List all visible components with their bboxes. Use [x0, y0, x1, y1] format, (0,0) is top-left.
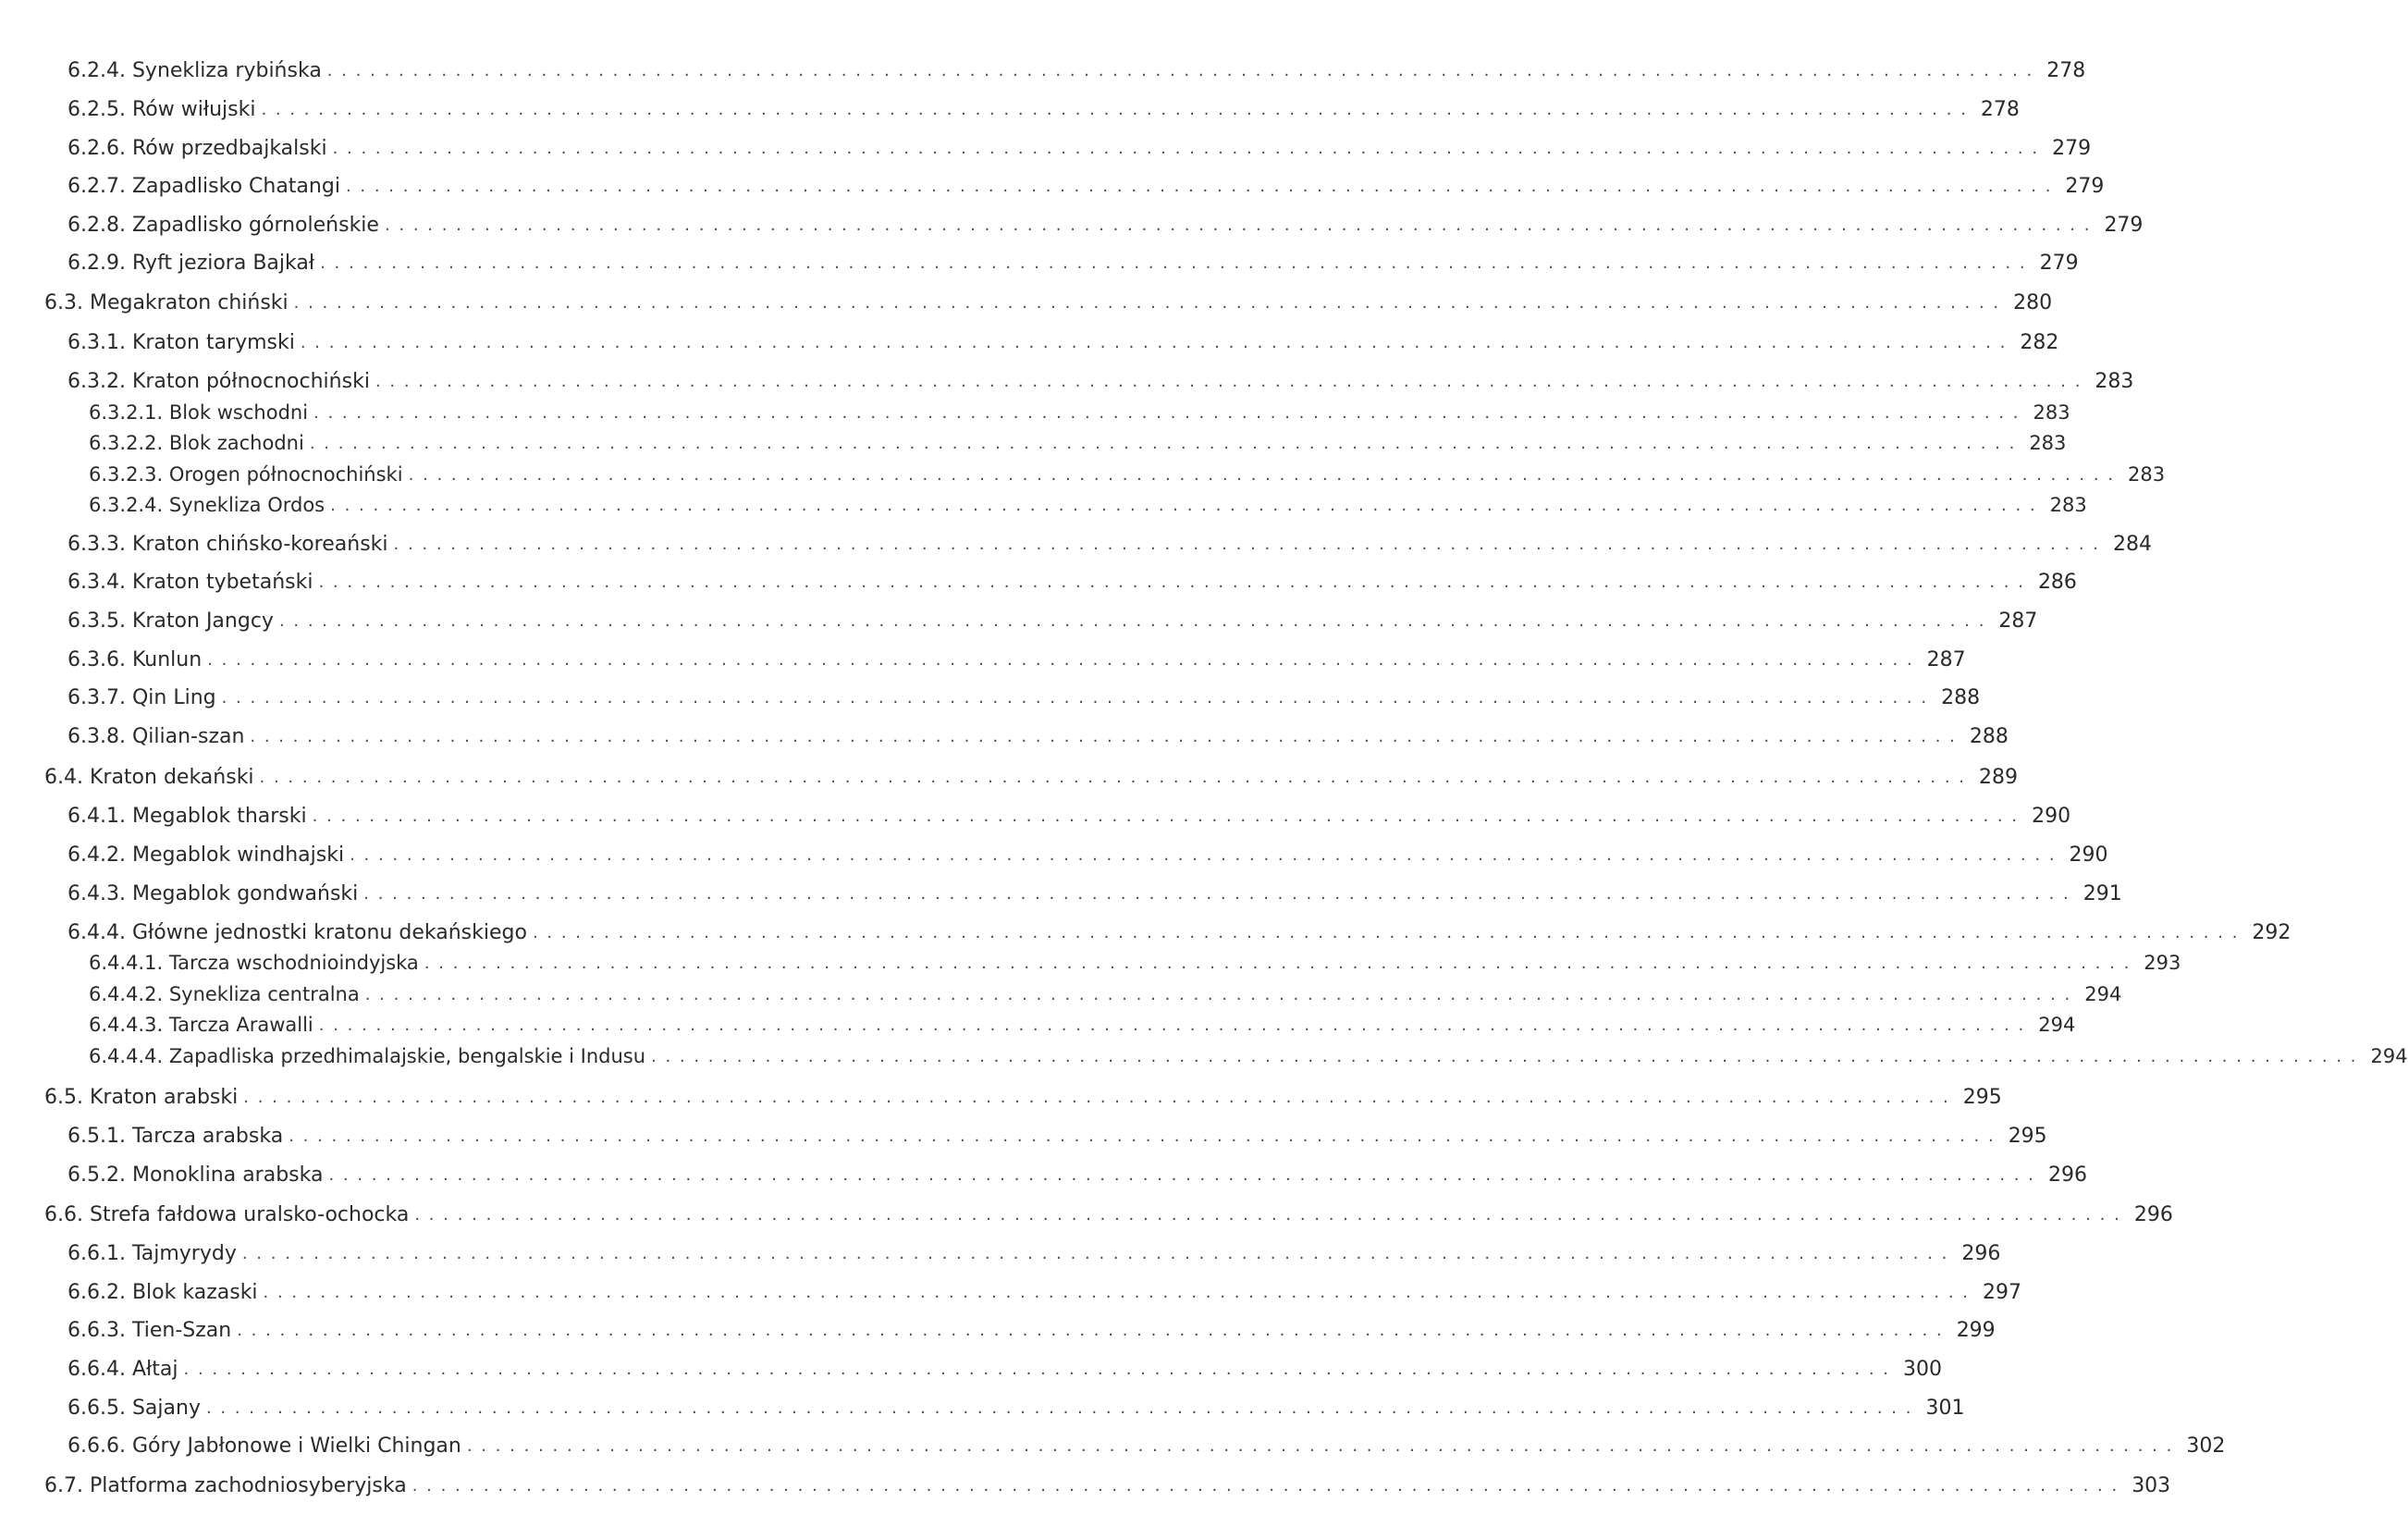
toc-entry — [0, 1081, 2002, 1113]
toc-entry-page-number: 295 — [2008, 1124, 2047, 1148]
dot-leader: . . . . . . . . . . . . . . . . . . . . . . . . . . . . . . . . . . . . . . . . . . . . . . . . . . . . . . . . . . . . . . . . . . . . . . . . . . . . . . . . . . . . . . . . . . . . . . . . . . . . . . . . . . . . . . . . . . . . . . . . — [330, 495, 2037, 515]
dot-leader: . . . . . . . . . . . . . . . . . . . . . . . . . . . . . . . . . . . . . . . . . . . . . . . . . . . . . . . . . . . . . . . . . . . . . . . . . . . . . . . . . . . . . . . . . . . . . . . . . . . . . . . . . . . . . . . . . . . . . . . . — [466, 1435, 2174, 1456]
toc-entry — [0, 682, 1981, 713]
toc-entry-title: 6.7. Platforma zachodniosyberyjska — [44, 1473, 407, 1497]
dot-leader: . . . . . . . . . . . . . . . . . . . . . . . . . . . . . . . . . . . . . . . . . . . . . . . . . . . . . . . . . . . . . . . . . . . . . . . . . . . . . . . . . . . . . . . . . . . . . . . . . . . . . . . . . . . . . . . . . . . . . . . . — [332, 138, 2040, 158]
toc-entry-page-number: 302 — [2186, 1434, 2226, 1458]
toc-entry — [0, 132, 2092, 164]
toc-entry — [0, 209, 2144, 240]
toc-entry-title: 6.3.5. Kraton Jangcy — [68, 609, 274, 633]
toc-entry — [0, 878, 2122, 909]
toc-entry — [0, 170, 2105, 202]
toc-entry-title: 6.3.8. Qilian-szan — [68, 724, 245, 748]
toc-entry-page-number: 282 — [2020, 330, 2059, 354]
toc-entry — [0, 800, 2071, 831]
toc-entry-title: 6.3.1. Kraton tarymski — [68, 330, 295, 354]
toc-entry — [0, 566, 2077, 597]
dot-leader: . . . . . . . . . . . . . . . . . . . . . . . . . . . . . . . . . . . . . . . . . . . . . . . . . . . . . . . . . . . . . . . . . . . . . . . . . . . . . . . . . . . . . . . . . . . . . . . . . . . . . . . . . . . . . . . . . . . . . . . . — [312, 806, 2020, 826]
dot-leader: . . . . . . . . . . . . . . . . . . . . . . . . . . . . . . . . . . . . . . . . . . . . . . . . . . . . . . . . . . . . . . . . . . . . . . . . . . . . . . . . . . . . . . . . . . . . . . . . . . . . . . . . . . . . . . . . . . . . . . . . — [183, 1359, 1890, 1379]
toc-entry-title: 6.6.4. Ałtaj — [68, 1357, 178, 1381]
toc-entry-title: 6.2.5. Rów wiłujski — [68, 97, 256, 121]
toc-entry-title: 6.2.8. Zapadlisko górnoleńskie — [68, 213, 379, 237]
dot-leader: . . . . . . . . . . . . . . . . . . . . . . . . . . . . . . . . . . . . . . . . . . . . . . . . . . . . . . . . . . . . . . . . . . . . . . . . . . . . . . . . . . . . . . . . . . . . . . . . . . . . . . . . . . . . . . . . . . . . . . . . — [207, 649, 1914, 670]
toc-entry-page-number: 283 — [2128, 463, 2166, 486]
toc-entry-title: 6.4.4.3. Tarcza Arawalli — [89, 1014, 313, 1036]
toc-entry-title: 6.4.4.1. Tarcza wschodnioindyjska — [89, 952, 419, 974]
toc-entry — [0, 1009, 2076, 1040]
dot-leader: . . . . . . . . . . . . . . . . . . . . . . . . . . . . . . . . . . . . . . . . . . . . . . . . . . . . . . . . . . . . . . . . . . . . . . . . . . . . . . . . . . . . . . . . . . . . . . . . . . . . . . . . . . . . . . . . . . . . . . . . — [293, 292, 2001, 313]
toc-entry-page-number: 296 — [2047, 1163, 2087, 1187]
toc-entry-title: 6.4.2. Megablok windhajski — [68, 843, 345, 867]
toc-entry-page-number: 293 — [2144, 952, 2181, 974]
toc-entry — [0, 1120, 2047, 1151]
toc-entry — [0, 55, 2086, 86]
toc-entry-title: 6.6.6. Góry Jabłonowe i Wielki Chingan — [68, 1434, 461, 1458]
toc-entry — [0, 397, 2070, 428]
dot-leader: . . . . . . . . . . . . . . . . . . . . . . . . . . . . . . . . . . . . . . . . . . . . . . . . . . . . . . . . . . . . . . . . . . . . . . . . . . . . . . . . . . . . . . . . . . . . . . . . . . . . . . . . . . . . . . . . . . . . . . . . — [250, 726, 1957, 746]
toc-entry-page-number: 294 — [2038, 1014, 2076, 1036]
toc-entry — [0, 917, 2291, 948]
toc-entry — [0, 247, 2079, 278]
dot-leader: . . . . . . . . . . . . . . . . . . . . . . . . . . . . . . . . . . . . . . . . . . . . . . . . . . . . . . . . . . . . . . . . . . . . . . . . . . . . . . . . . . . . . . . . . . . . . . . . . . . . . . . . . . . . . . . . . . . . . . . . — [412, 1475, 2119, 1496]
toc-entry-title: 6.6.2. Blok kazaski — [68, 1280, 258, 1304]
toc-entry — [0, 1392, 1965, 1423]
toc-entry — [0, 1314, 1996, 1346]
dot-leader: . . . . . . . . . . . . . . . . . . . . . . . . . . . . . . . . . . . . . . . . . . . . . . . . . . . . . . . . . . . . . . . . . . . . . . . . . . . . . . . . . . . . . . . . . . . . . . . . . . . . . . . . . . . . . . . . . . . . . . . . — [259, 767, 1967, 787]
toc-entry — [0, 720, 2009, 752]
toc-entry-page-number: 283 — [2049, 494, 2087, 516]
toc-entry-title: 6.4.3. Megablok gondwański — [68, 881, 359, 905]
toc-entry-title: 6.3.2. Kraton północnochiński — [68, 369, 370, 393]
toc-entry-page-number: 296 — [1961, 1241, 2001, 1265]
toc-entry — [0, 1040, 2408, 1072]
toc-entry-page-number: 291 — [2082, 881, 2122, 905]
dot-leader: . . . . . . . . . . . . . . . . . . . . . . . . . . . . . . . . . . . . . . . . . . . . . . . . . . . . . . . . . . . . . . . . . . . . . . . . . . . . . . . . . . . . . . . . . . . . . . . . . . . . . . . . . . . . . . . . . . . . . . . . — [326, 60, 2034, 80]
toc-entry — [0, 979, 2122, 1010]
toc-entry-title: 6.4.4. Główne jednostki kratonu dekańskiego — [68, 920, 527, 944]
toc-entry — [0, 1159, 2087, 1190]
toc-entry-title: 6.4.4.2. Synekliza centralna — [89, 983, 360, 1005]
toc-entry — [0, 427, 2067, 459]
toc-entry-title: 6.6.1. Tajmyrydy — [68, 1241, 237, 1265]
toc-entry-page-number: 303 — [2132, 1473, 2171, 1497]
toc-entry-title: 6.2.4. Synekliza rybińska — [68, 58, 322, 82]
toc-entry-title: 6.3. Megakraton chiński — [44, 290, 289, 314]
toc-entry-page-number: 287 — [1926, 647, 1966, 671]
toc-entry — [0, 1430, 2226, 1461]
toc-entry-title: 6.3.4. Kraton tybetański — [68, 570, 313, 594]
toc-entry-page-number: 288 — [1969, 724, 2009, 748]
toc-entry — [0, 644, 1966, 675]
toc-entry-title: 6.3.7. Qin Ling — [68, 685, 216, 709]
toc-entry-title: 6.2.7. Zapadlisko Chatangi — [68, 174, 340, 198]
toc-entry — [0, 947, 2181, 979]
dot-leader: . . . . . . . . . . . . . . . . . . . . . . . . . . . . . . . . . . . . . . . . . . . . . . . . . . . . . . . . . . . . . . . . . . . . . . . . . . . . . . . . . . . . . . . . . . . . . . . . . . . . . . . . . . . . . . . . . . . . . . . . — [414, 1204, 2121, 1225]
dot-leader: . . . . . . . . . . . . . . . . . . . . . . . . . . . . . . . . . . . . . . . . . . . . . . . . . . . . . . . . . . . . . . . . . . . . . . . . . . . . . . . . . . . . . . . . . . . . . . . . . . . . . . . . . . . . . . . . . . . . . . . . — [364, 984, 2072, 1004]
dot-leader: . . . . . . . . . . . . . . . . . . . . . . . . . . . . . . . . . . . . . . . . . . . . . . . . . . . . . . . . . . . . . . . . . . . . . . . . . . . . . . . . . . . . . . . . . . . . . . . . . . . . . . . . . . . . . . . . . . . . . . . . — [384, 215, 2092, 235]
toc-entry-page-number: 278 — [2046, 58, 2086, 82]
toc-entry — [0, 93, 2020, 125]
toc-entry-page-number: 280 — [2013, 290, 2053, 314]
toc-entry — [0, 326, 2059, 358]
dot-leader: . . . . . . . . . . . . . . . . . . . . . . . . . . . . . . . . . . . . . . . . . . . . . . . . . . . . . . . . . . . . . . . . . . . . . . . . . . . . . . . . . . . . . . . . . . . . . . . . . . . . . . . . . . . . . . . . . . . . . . . . — [237, 1320, 1944, 1340]
dot-leader: . . . . . . . . . . . . . . . . . . . . . . . . . . . . . . . . . . . . . . . . . . . . . . . . . . . . . . . . . . . . . . . . . . . . . . . . . . . . . . . . . . . . . . . . . . . . . . . . . . . . . . . . . . . . . . . . . . . . . . . . — [350, 844, 2057, 865]
toc-entry-title: 6.2.9. Ryft jeziora Bajkał — [68, 251, 315, 275]
toc-entry-page-number: 288 — [1941, 685, 1981, 709]
toc-entry-title: 6.6. Strefa fałdowa uralsko-ochocka — [44, 1202, 410, 1226]
dot-leader: . . . . . . . . . . . . . . . . . . . . . . . . . . . . . . . . . . . . . . . . . . . . . . . . . . . . . . . . . . . . . . . . . . . . . . . . . . . . . . . . . . . . . . . . . . . . . . . . . . . . . . . . . . . . . . . . . . . . . . . . — [300, 332, 2008, 352]
toc-entry-page-number: 292 — [2252, 920, 2291, 944]
dot-leader: . . . . . . . . . . . . . . . . . . . . . . . . . . . . . . . . . . . . . . . . . . . . . . . . . . . . . . . . . . . . . . . . . . . . . . . . . . . . . . . . . . . . . . . . . . . . . . . . . . . . . . . . . . . . . . . . . . . . . . . . — [408, 464, 2116, 485]
dot-leader: . . . . . . . . . . . . . . . . . . . . . . . . . . . . . . . . . . . . . . . . . . . . . . . . . . . . . . . . . . . . . . . . . . . . . . . . . . . . . . . . . . . . . . . . . . . . . . . . . . . . . . . . . . . . . . . . . . . . . . . . — [243, 1087, 1950, 1107]
dot-leader: . . . . . . . . . . . . . . . . . . . . . . . . . . . . . . . . . . . . . . . . . . . . . . . . . . . . . . . . . . . . . . . . . . . . . . . . . . . . . . . . . . . . . . . . . . . . . . . . . . . . . . . . . . . . . . . . . . . . . . . . — [328, 1164, 2035, 1185]
toc-entry-title: 6.3.6. Kunlun — [68, 647, 203, 671]
toc-entry — [0, 1276, 2022, 1308]
toc-entry-title: 6.6.5. Sajany — [68, 1396, 201, 1420]
dot-leader: . . . . . . . . . . . . . . . . . . . . . . . . . . . . . . . . . . . . . . . . . . . . . . . . . . . . . . . . . . . . . . . . . . . . . . . . . . . . . . . . . . . . . . . . . . . . . . . . . . . . . . . . . . . . . . . . . . . . . . . . — [424, 953, 2132, 973]
dot-leader: . . . . . . . . . . . . . . . . . . . . . . . . . . . . . . . . . . . . . . . . . . . . . . . . . . . . . . . . . . . . . . . . . . . . . . . . . . . . . . . . . . . . . . . . . . . . . . . . . . . . . . . . . . . . . . . . . . . . . . . . — [318, 1015, 2026, 1035]
toc-entry-page-number: 286 — [2037, 570, 2077, 594]
dot-leader: . . . . . . . . . . . . . . . . . . . . . . . . . . . . . . . . . . . . . . . . . . . . . . . . . . . . . . . . . . . . . . . . . . . . . . . . . . . . . . . . . . . . . . . . . . . . . . . . . . . . . . . . . . . . . . . . . . . . . . . . — [532, 922, 2240, 942]
toc-entry — [0, 1353, 1942, 1385]
toc-entry — [0, 1470, 2171, 1501]
dot-leader: . . . . . . . . . . . . . . . . . . . . . . . . . . . . . . . . . . . . . . . . . . . . . . . . . . . . . . . . . . . . . . . . . . . . . . . . . . . . . . . . . . . . . . . . . . . . . . . . . . . . . . . . . . . . . . . . . . . . . . . . — [375, 371, 2082, 391]
toc-entry-title: 6.6.3. Tien-Szan — [68, 1318, 232, 1342]
toc-entry-page-number: 283 — [2033, 401, 2070, 424]
dot-leader: . . . . . . . . . . . . . . . . . . . . . . . . . . . . . . . . . . . . . . . . . . . . . . . . . . . . . . . . . . . . . . . . . . . . . . . . . . . . . . . . . . . . . . . . . . . . . . . . . . . . . . . . . . . . . . . . . . . . . . . . — [363, 883, 2070, 904]
toc-entry-title: 6.3.3. Kraton chińsko-koreański — [68, 532, 388, 556]
toc-entry-page-number: 279 — [2039, 251, 2079, 275]
dot-leader: . . . . . . . . . . . . . . . . . . . . . . . . . . . . . . . . . . . . . . . . . . . . . . . . . . . . . . . . . . . . . . . . . . . . . . . . . . . . . . . . . . . . . . . . . . . . . . . . . . . . . . . . . . . . . . . . . . . . . . . . — [345, 176, 2053, 196]
toc-entry-page-number: 289 — [1979, 765, 2019, 789]
toc-entry — [0, 1199, 2173, 1230]
toc-entry-page-number: 299 — [1956, 1318, 1996, 1342]
toc-entry — [0, 761, 2019, 793]
toc-entry-page-number: 294 — [2084, 983, 2122, 1005]
toc-entry — [0, 459, 2166, 490]
toc-entry-page-number: 284 — [2113, 532, 2152, 556]
toc-entry-title: 6.3.2.3. Orogen północnochiński — [89, 463, 403, 486]
toc-entry-page-number: 297 — [1983, 1280, 2022, 1304]
toc-entry-page-number: 300 — [1902, 1357, 1942, 1381]
dot-leader: . . . . . . . . . . . . . . . . . . . . . . . . . . . . . . . . . . . . . . . . . . . . . . . . . . . . . . . . . . . . . . . . . . . . . . . . . . . . . . . . . . . . . . . . . . . . . . . . . . . . . . . . . . . . . . . . . . . . . . . . — [205, 1397, 1913, 1418]
dot-leader: . . . . . . . . . . . . . . . . . . . . . . . . . . . . . . . . . . . . . . . . . . . . . . . . . . . . . . . . . . . . . . . . . . . . . . . . . . . . . . . . . . . . . . . . . . . . . . . . . . . . . . . . . . . . . . . . . . . . . . . . — [318, 572, 2025, 592]
toc-entry-page-number: 295 — [1962, 1085, 2002, 1109]
dot-leader: . . . . . . . . . . . . . . . . . . . . . . . . . . . . . . . . . . . . . . . . . . . . . . . . . . . . . . . . . . . . . . . . . . . . . . . . . . . . . . . . . . . . . . . . . . . . . . . . . . . . . . . . . . . . . . . . . . . . . . . . — [263, 1282, 1971, 1302]
toc-entry-page-number: 279 — [2052, 136, 2092, 160]
dot-leader: . . . . . . . . . . . . . . . . . . . . . . . . . . . . . . . . . . . . . . . . . . . . . . . . . . . . . . . . . . . . . . . . . . . . . . . . . . . . . . . . . . . . . . . . . . . . . . . . . . . . . . . . . . . . . . . . . . . . . . . . — [278, 610, 1986, 631]
toc-entry-page-number: 301 — [1925, 1396, 1965, 1420]
toc-entry-title: 6.3.2.4. Synekliza Ordos — [89, 494, 326, 516]
dot-leader: . . . . . . . . . . . . . . . . . . . . . . . . . . . . . . . . . . . . . . . . . . . . . . . . . . . . . . . . . . . . . . . . . . . . . . . . . . . . . . . . . . . . . . . . . . . . . . . . . . . . . . . . . . . . . . . . . . . . . . . . — [313, 402, 2021, 423]
toc-entry — [0, 1237, 2001, 1269]
toc-entry-title: 6.5.1. Tarcza arabska — [68, 1124, 284, 1148]
toc-entry-page-number: 287 — [1998, 609, 2038, 633]
toc-entry-page-number: 290 — [2032, 804, 2071, 828]
toc-entry-title: 6.4. Kraton dekański — [44, 765, 254, 789]
toc-entry — [0, 605, 2038, 636]
dot-leader: . . . . . . . . . . . . . . . . . . . . . . . . . . . . . . . . . . . . . . . . . . . . . . . . . . . . . . . . . . . . . . . . . . . . . . . . . . . . . . . . . . . . . . . . . . . . . . . . . . . . . . . . . . . . . . . . . . . . . . . . — [241, 1243, 1949, 1263]
toc-entry-page-number: 279 — [2104, 213, 2144, 237]
toc-entry — [0, 287, 2053, 318]
dot-leader: . . . . . . . . . . . . . . . . . . . . . . . . . . . . . . . . . . . . . . . . . . . . . . . . . . . . . . . . . . . . . . . . . . . . . . . . . . . . . . . . . . . . . . . . . . . . . . . . . . . . . . . . . . . . . . . . . . . . . . . . — [261, 99, 1968, 119]
toc-entry-page-number: 283 — [2029, 432, 2067, 454]
toc-entry-page-number: 294 — [2370, 1045, 2408, 1067]
toc-entry — [0, 839, 2108, 870]
dot-leader: . . . . . . . . . . . . . . . . . . . . . . . . . . . . . . . . . . . . . . . . . . . . . . . . . . . . . . . . . . . . . . . . . . . . . . . . . . . . . . . . . . . . . . . . . . . . . . . . . . . . . . . . . . . . . . . . . . . . . . . . — [309, 433, 2017, 453]
dot-leader: . . . . . . . . . . . . . . . . . . . . . . . . . . . . . . . . . . . . . . . . . . . . . . . . . . . . . . . . . . . . . . . . . . . . . . . . . . . . . . . . . . . . . . . . . . . . . . . . . . . . . . . . . . . . . . . . . . . . . . . . — [289, 1126, 1996, 1146]
toc-entry-title: 6.3.2.2. Blok zachodni — [89, 432, 304, 454]
toc-entry — [0, 489, 2087, 521]
toc-entry-title: 6.4.1. Megablok tharski — [68, 804, 307, 828]
toc-entry — [0, 528, 2152, 560]
toc-entry-page-number: 296 — [2133, 1202, 2173, 1226]
toc-entry — [0, 365, 2134, 397]
toc-entry-title: 6.5. Kraton arabski — [44, 1085, 239, 1109]
toc-entry-page-number: 278 — [1980, 97, 2020, 121]
toc-entry-page-number: 279 — [2065, 174, 2105, 198]
toc-entry-title: 6.2.6. Rów przedbajkalski — [68, 136, 327, 160]
dot-leader: . . . . . . . . . . . . . . . . . . . . . . . . . . . . . . . . . . . . . . . . . . . . . . . . . . . . . . . . . . . . . . . . . . . . . . . . . . . . . . . . . . . . . . . . . . . . . . . . . . . . . . . . . . . . . . . . . . . . . . . . — [221, 687, 1929, 708]
toc-entry-title: 6.4.4.4. Zapadliska przedhimalajskie, bengalskie i Indusu — [89, 1045, 646, 1067]
toc-entry-page-number: 290 — [2069, 843, 2108, 867]
toc-entry-title: 6.5.2. Monoklina arabska — [68, 1163, 324, 1187]
dot-leader: . . . . . . . . . . . . . . . . . . . . . . . . . . . . . . . . . . . . . . . . . . . . . . . . . . . . . . . . . . . . . . . . . . . . . . . . . . . . . . . . . . . . . . . . . . . . . . . . . . . . . . . . . . . . . . . . . . . . . . . . — [393, 534, 2100, 554]
dot-leader: . . . . . . . . . . . . . . . . . . . . . . . . . . . . . . . . . . . . . . . . . . . . . . . . . . . . . . . . . . . . . . . . . . . . . . . . . . . . . . . . . . . . . . . . . . . . . . . . . . . . . . . . . . . . . . . . . . . . . . . . — [651, 1046, 2358, 1066]
toc-entry-page-number: 283 — [2095, 369, 2134, 393]
toc-entry-title: 6.3.2.1. Blok wschodni — [89, 401, 309, 424]
dot-leader: . . . . . . . . . . . . . . . . . . . . . . . . . . . . . . . . . . . . . . . . . . . . . . . . . . . . . . . . . . . . . . . . . . . . . . . . . . . . . . . . . . . . . . . . . . . . . . . . . . . . . . . . . . . . . . . . . . . . . . . . — [320, 252, 2027, 273]
